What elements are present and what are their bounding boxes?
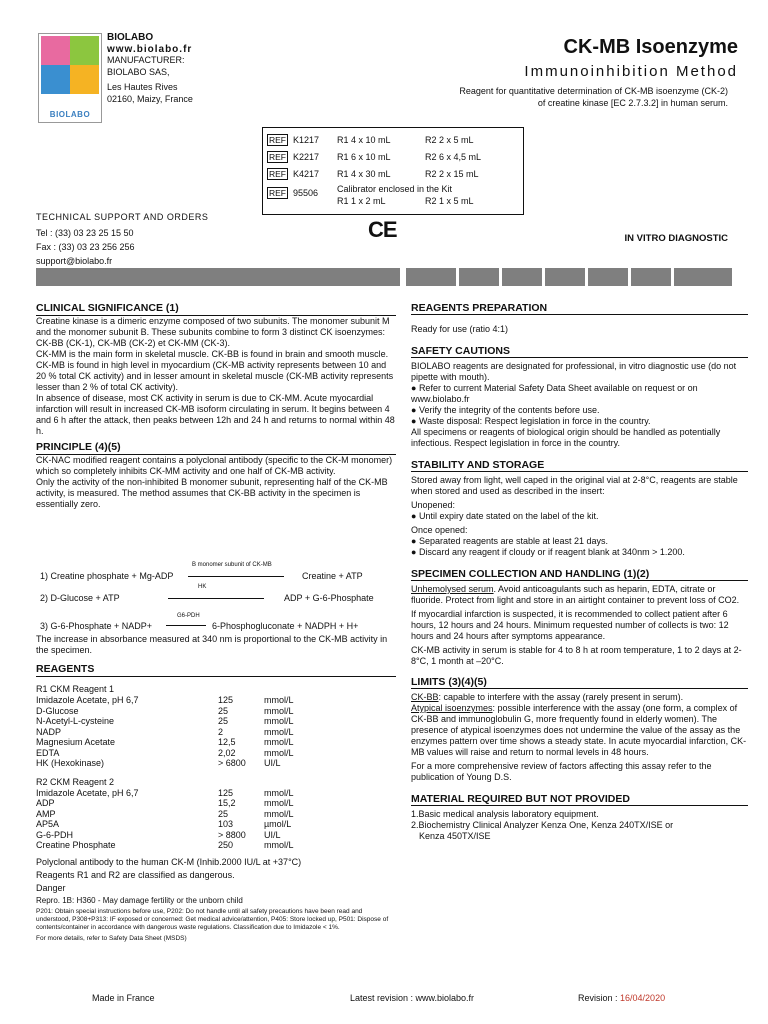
reagent-value: 15,2 [218, 798, 236, 808]
bullet-text: Discard any reagent if cloudy or if reagent blank at 340nm > 1.200. [418, 547, 685, 557]
reagent-row [36, 809, 396, 820]
reagent-value: 12,5 [218, 737, 236, 747]
reagent-name: N-Acetyl-L-cysteine [36, 716, 115, 726]
reagent-value: 250 [218, 840, 234, 850]
tech-email[interactable]: support@biolabo.fr [36, 256, 113, 266]
limits-text: : possible interference with the assay (one form, a complex of CK-BB and immunoglobulin G, more frequently found in elderly women). The presence of atypical isoenzymes does not undermine the value of the assay as the enzymes pattern over time shows a steady state. In acute myocardial infarction, CK-MB values will raise and return to normal levels in 48 hours. [411, 703, 747, 757]
reagent-unit: µmol/L [264, 819, 292, 829]
reagent-row [36, 727, 396, 738]
limits-text: : capable to interfere with the assay (rarely present in serum). [438, 692, 684, 702]
ref-r2: R2 2 x 15 mL [425, 169, 479, 179]
clinical-significance-heading: CLINICAL SIGNIFICANCE (1) [36, 302, 396, 316]
msds-note: For more details, refer to Safety Data Sheet (MSDS) [36, 934, 187, 942]
clinical-paragraph: In absence of disease, most CK activity in serum is due to CK-MM. Acute myocardial infarction will result in increased CK-MB isoform circulating in serum. It begins between 4 and 6 h after the attack, then peaks between 12h and 24 h and returns to normal within 48 h. [36, 393, 395, 436]
equation-left: 2) D-Glucose + ATP [40, 593, 120, 603]
ref-r1: R1 6 x 10 mL [337, 152, 391, 162]
ref-tag: REF [269, 188, 286, 198]
precautionary-statements: P201: Obtain special instructions before use, P202: Do not handle until all safety precautions have been read and understood, P308+P313: IF exposed or concerned: Get medical advice/attention, P405: Store locked up, P501: Dispose of contents/container in accordance with dangerous waste regulations. Classification due to Imidazole < 1%. [36, 907, 389, 931]
reagent-name: ADP [36, 798, 55, 808]
ref-row [267, 169, 479, 179]
document-subtitle: Immunoinhibition Method [524, 63, 738, 80]
ref-row [267, 152, 482, 162]
reagent-value: 103 [218, 819, 234, 829]
document-description [459, 85, 728, 109]
specimen-paragraph: CK-MB activity in serum is stable for 4 to 8 h at room temperature, 1 to 2 days at 2-8°C, 1 month at –20°C. [411, 645, 742, 666]
ref-row [267, 135, 474, 145]
reagent-value: > 6800 [218, 758, 246, 768]
reagent1-header: R1 CKM Reagent 1 [36, 684, 115, 694]
manufacturer-block [107, 32, 193, 105]
reagents-preparation-heading: REAGENTS PREPARATION [411, 302, 748, 315]
header-bar-segment [631, 268, 671, 286]
reagent-name: D-Glucose [36, 705, 79, 716]
limits-underline: Atypical isoenzymes [411, 703, 493, 713]
reagent-unit: mmol/L [264, 808, 294, 819]
reagent-unit: mmol/L [264, 787, 294, 798]
reagent-value: 2 [218, 726, 224, 737]
header-bar-segment [588, 268, 628, 286]
tech-fax: Fax : (33) 03 23 256 256 [36, 242, 135, 252]
bullet-text: Refer to current Material Safety Data Sheet available on request or on www.biolabo.fr [411, 383, 698, 404]
logo-quadrant-pink [41, 36, 70, 65]
safety-heading: SAFETY CAUTIONS [411, 345, 748, 358]
logo-quadrant-blue [41, 65, 70, 94]
logo-quadrant-orange [70, 65, 99, 94]
equation-enzyme: G6-PDH [177, 613, 200, 619]
reagent-name: HK (Hexokinase) [36, 758, 105, 768]
footer-made-in: Made in France [92, 993, 155, 1003]
h360-statement: Repro. 1B: H360 - May damage fertility or the unborn child [36, 895, 243, 905]
calibrator-label: Calibrator enclosed in the Kit [337, 184, 453, 194]
reagent-row [36, 706, 396, 717]
stability-bullet: ● Until expiry date stated on the label of the kit. [411, 511, 599, 521]
principle-heading: PRINCIPLE (4)(5) [36, 441, 396, 455]
ce-mark-icon: CE [368, 217, 397, 242]
equation-arrow [188, 576, 284, 577]
reagent-row [36, 830, 396, 841]
bullet-text: Verify the integrity of the contents before use. [418, 405, 600, 415]
reagent-name: AP5A [36, 819, 60, 829]
principle-paragraph: The increase in absorbance measured at 340 nm is proportional to the CK-MB activity in the specimen. [36, 634, 388, 655]
reagent-name: Imidazole Acetate, pH 6,7 [36, 695, 139, 705]
reagent-name: AMP [36, 808, 56, 819]
ref-r1: R1 4 x 30 mL [337, 169, 391, 179]
reagent-unit: mmol/L [264, 695, 294, 705]
ivd-label: IN VITRO DIAGNOSTIC [624, 233, 728, 244]
opened-label: Once opened: [411, 525, 468, 535]
address-line1: Les Hautes Rives [107, 82, 178, 92]
reagent-value: 25 [218, 808, 229, 819]
address-line2: 02160, Maizy, France [107, 93, 193, 104]
reagent-row [36, 819, 396, 830]
safety-bullet: ● Verify the integrity of the contents before use. [411, 405, 600, 415]
clinical-paragraph: CK-MM is the main form in skeletal muscle. CK-BB is found in brain and smooth muscle. CK-MB is found in high level in myocardium (CK-MB activity represents between 10 and 20 % total CK activity) and in lesser amount in skeletal muscle (CK-MB activity represents lesser than 2 % of total CK activity). [36, 349, 394, 392]
stability-bullet: ● Separated reagents are stable at least 21 days. [411, 536, 609, 546]
specimen-text: . Avoid anticoagulants such as heparin, EDTA, citrate or fluoride. Protect from light and store in an airtight container to prevent loss of CO2. [411, 584, 740, 605]
header-bar-segment [545, 268, 585, 286]
reagent-unit: UI/L [264, 758, 281, 768]
limits-paragraph [411, 703, 748, 758]
equation-left: 3) G-6-Phosphate + NADP+ [40, 621, 153, 631]
company-name: BIOLABO SAS, [107, 66, 170, 77]
reagent-row [36, 788, 396, 799]
reagent-row [36, 758, 396, 769]
ref-tag: REF [269, 135, 286, 145]
revision-label: Revision : [578, 993, 618, 1003]
equation-right: Creatine + ATP [302, 571, 363, 581]
safety-bullet: ● Waste disposal: Respect legislation in force in the country. [411, 416, 651, 426]
equation-right: 6-Phosphogluconate + NADPH + H+ [212, 621, 359, 631]
reagent-row [36, 695, 396, 706]
reagent-name: G-6-PDH [36, 829, 74, 840]
technical-support [36, 210, 208, 268]
material-item: Kenza 450TX/ISE [419, 831, 491, 841]
reagent-value: 125 [218, 695, 234, 705]
footer-latest-revision: Latest revision : www.biolabo.fr [350, 993, 475, 1003]
description-line1: Reagent for quantitative determination of CK-MB isoenzyme (CK-2) [459, 86, 728, 96]
manufacturer-label: MANUFACTURER: [107, 55, 185, 65]
limits-paragraph [411, 692, 748, 703]
material-item: 2.Biochemistry Clinical Analyzer Kenza One, Kenza 240TX/ISE or [411, 820, 674, 830]
ref-row [267, 184, 474, 206]
footer-revision [578, 993, 665, 1003]
stability-paragraph: Stored away from light, well caped in the original vial at 2-8°C, reagents are stable when stored and used as described in the insert: [411, 475, 738, 496]
tech-title: TECHNICAL SUPPORT AND ORDERS [36, 212, 209, 222]
safety-bullet: ● Refer to current Material Safety Data Sheet available on request or on www.biolabo.fr [411, 383, 698, 404]
equation-right: ADP + G-6-Phosphate [284, 593, 374, 603]
reagent-value: > 8800 [218, 829, 246, 840]
stability-heading: STABILITY AND STORAGE [411, 459, 748, 472]
danger-label: Danger [36, 882, 66, 893]
reference-box [262, 127, 524, 215]
reagent-name: EDTA [36, 747, 60, 758]
reagent-name: NADP [36, 726, 62, 737]
specimen-underline: Unhemolysed serum [411, 584, 494, 594]
reagent-unit: mmol/L [264, 840, 294, 850]
reagent-unit: mmol/L [264, 737, 294, 747]
material-heading: MATERIAL REQUIRED BUT NOT PROVIDED [411, 793, 748, 806]
ref-r2: R2 6 x 4,5 mL [425, 152, 482, 162]
ref-tag: REF [269, 169, 286, 179]
calibrator-r2: R2 1 x 5 mL [425, 196, 474, 206]
logo-quadrant-green [70, 36, 99, 65]
description-line2: of creatine kinase [EC 2.7.3.2] in human serum. [537, 98, 728, 108]
calibrator-r1: R1 1 x 2 mL [337, 196, 386, 206]
preparation-text: Ready for use (ratio 4:1) [411, 324, 509, 334]
document-title: CK-MB Isoenzyme [563, 36, 738, 58]
equation-enzyme: HK [198, 584, 207, 590]
left-column [36, 302, 396, 510]
right-column [411, 302, 748, 842]
stability-bullet: ● Discard any reagent if cloudy or if reagent blank at 340nm > 1.200. [411, 547, 685, 557]
reagent-value: 25 [218, 705, 229, 716]
tech-tel: Tel : (33) 03 23 25 15 50 [36, 228, 134, 238]
safety-paragraph: BIOLABO reagents are designated for professional, in vitro diagnostic use (do not pipette with mouth). [411, 361, 737, 382]
specimen-paragraph [411, 584, 748, 606]
reagent-name: Magnesium Acetate [36, 737, 116, 747]
bullet-text: Until expiry date stated on the label of the kit. [418, 511, 599, 521]
header-bar-segment [674, 268, 732, 286]
header-bar-segment [459, 268, 499, 286]
reagent-unit: mmol/L [264, 747, 294, 758]
reagent-unit: mmol/L [264, 705, 294, 716]
ref-r1: R1 4 x 10 mL [337, 135, 391, 145]
reagent-unit: UI/L [264, 829, 281, 840]
bullet-text: Waste disposal: Respect legislation in force in the country. [418, 416, 651, 426]
header-bar-left [36, 268, 400, 286]
unopened-label: Unopened: [411, 500, 456, 510]
brand-name: BIOLABO [107, 32, 154, 43]
limits-heading: LIMITS (3)(4)(5) [411, 676, 748, 689]
brand-website: www.biolabo.fr [107, 43, 193, 55]
reagent-row [36, 840, 396, 851]
bullet-text: Separated reagents are stable at least 21 days. [418, 536, 609, 546]
reagent2-header: R2 CKM Reagent 2 [36, 776, 115, 787]
reagent-value: 25 [218, 716, 229, 726]
clinical-paragraph: Creatine kinase is a dimeric enzyme composed of two subunits. The monomer subunit M and the monomer subunit B. These subunits combine to form 3 distinct CK isoenzymes: CK-BB (CK-1), CK-MB (CK-2) et CK-MM (CK-3). [36, 316, 390, 348]
logo-text: BIOLABO [49, 110, 91, 119]
reagent-row [36, 716, 396, 727]
polyclonal-antibody: Polyclonal antibody to the human CK-M (Inhib.2000 IU/L at +37°C) [36, 856, 302, 867]
reaction-equations [40, 562, 374, 636]
reagent-name: Imidazole Acetate, pH 6,7 [36, 787, 139, 798]
safety-paragraph: All specimens or reagents of biological origin should be handled as potentially infectious. Respect legislation in force in the country. [411, 427, 721, 448]
reagents-table [36, 684, 396, 943]
ref-code: K4217 [293, 169, 320, 179]
equation-arrow [168, 598, 264, 599]
reagent-unit: mmol/L [264, 716, 294, 726]
revision-date: 16/04/2020 [620, 993, 666, 1003]
limits-underline: CK-BB [411, 692, 439, 702]
dangerous-note: Reagents R1 and R2 are classified as dangerous. [36, 869, 235, 880]
equation-left: 1) Creatine phosphate + Mg-ADP [40, 571, 174, 581]
ref-code: K2217 [293, 152, 320, 162]
header-bar-segment [406, 268, 456, 286]
material-item: 1.Basic medical analysis laboratory equipment. [411, 809, 599, 819]
reagent-value: 125 [218, 787, 234, 798]
ref-code: K1217 [293, 135, 320, 145]
reagent-row [36, 737, 396, 748]
reagent-row [36, 748, 396, 759]
principle-paragraph: CK-NAC modified reagent contains a polyclonal antibody (specific to the CK-M monomer) which so completely inhibits CK-MM activity and one half of CK-MB activity. [36, 455, 393, 476]
reagent-unit: mmol/L [264, 726, 294, 737]
principle-conclusion [36, 634, 396, 677]
equation-enzyme: B monomer subunit of CK-MB [192, 562, 272, 568]
reagent-name: Creatine Phosphate [36, 840, 116, 850]
specimen-heading: SPECIMEN COLLECTION AND HANDLING (1)(2) [411, 568, 748, 581]
reagent-value: 2,02 [218, 747, 236, 758]
ref-tag: REF [269, 152, 286, 162]
limits-paragraph: For a more comprehensive review of factors affecting this assay refer to the publication of Young D.S. [411, 761, 712, 782]
reagent-row [36, 798, 396, 809]
reagents-heading: REAGENTS [36, 663, 396, 677]
principle-paragraph: Only the activity of the non-inhibited B monomer subunit, representing half of the CK-MB activity, is measured. The method assumes that CK-BB activity in the specimen is essentially zero. [36, 477, 388, 509]
ref-code: 95506 [293, 188, 319, 198]
ref-r2: R2 2 x 5 mL [425, 135, 474, 145]
header-bar-segment [502, 268, 542, 286]
equation-arrow [166, 625, 206, 626]
reagent-unit: mmol/L [264, 798, 294, 808]
specimen-paragraph: If myocardial infarction is suspected, it is recommended to collect patient after 6 hours, 12 hours and 24 hours. Minimum requested number of collects is two: 12 hours and 24 hours after symptoms appearance. [411, 609, 729, 641]
biolabo-logo [38, 33, 102, 123]
